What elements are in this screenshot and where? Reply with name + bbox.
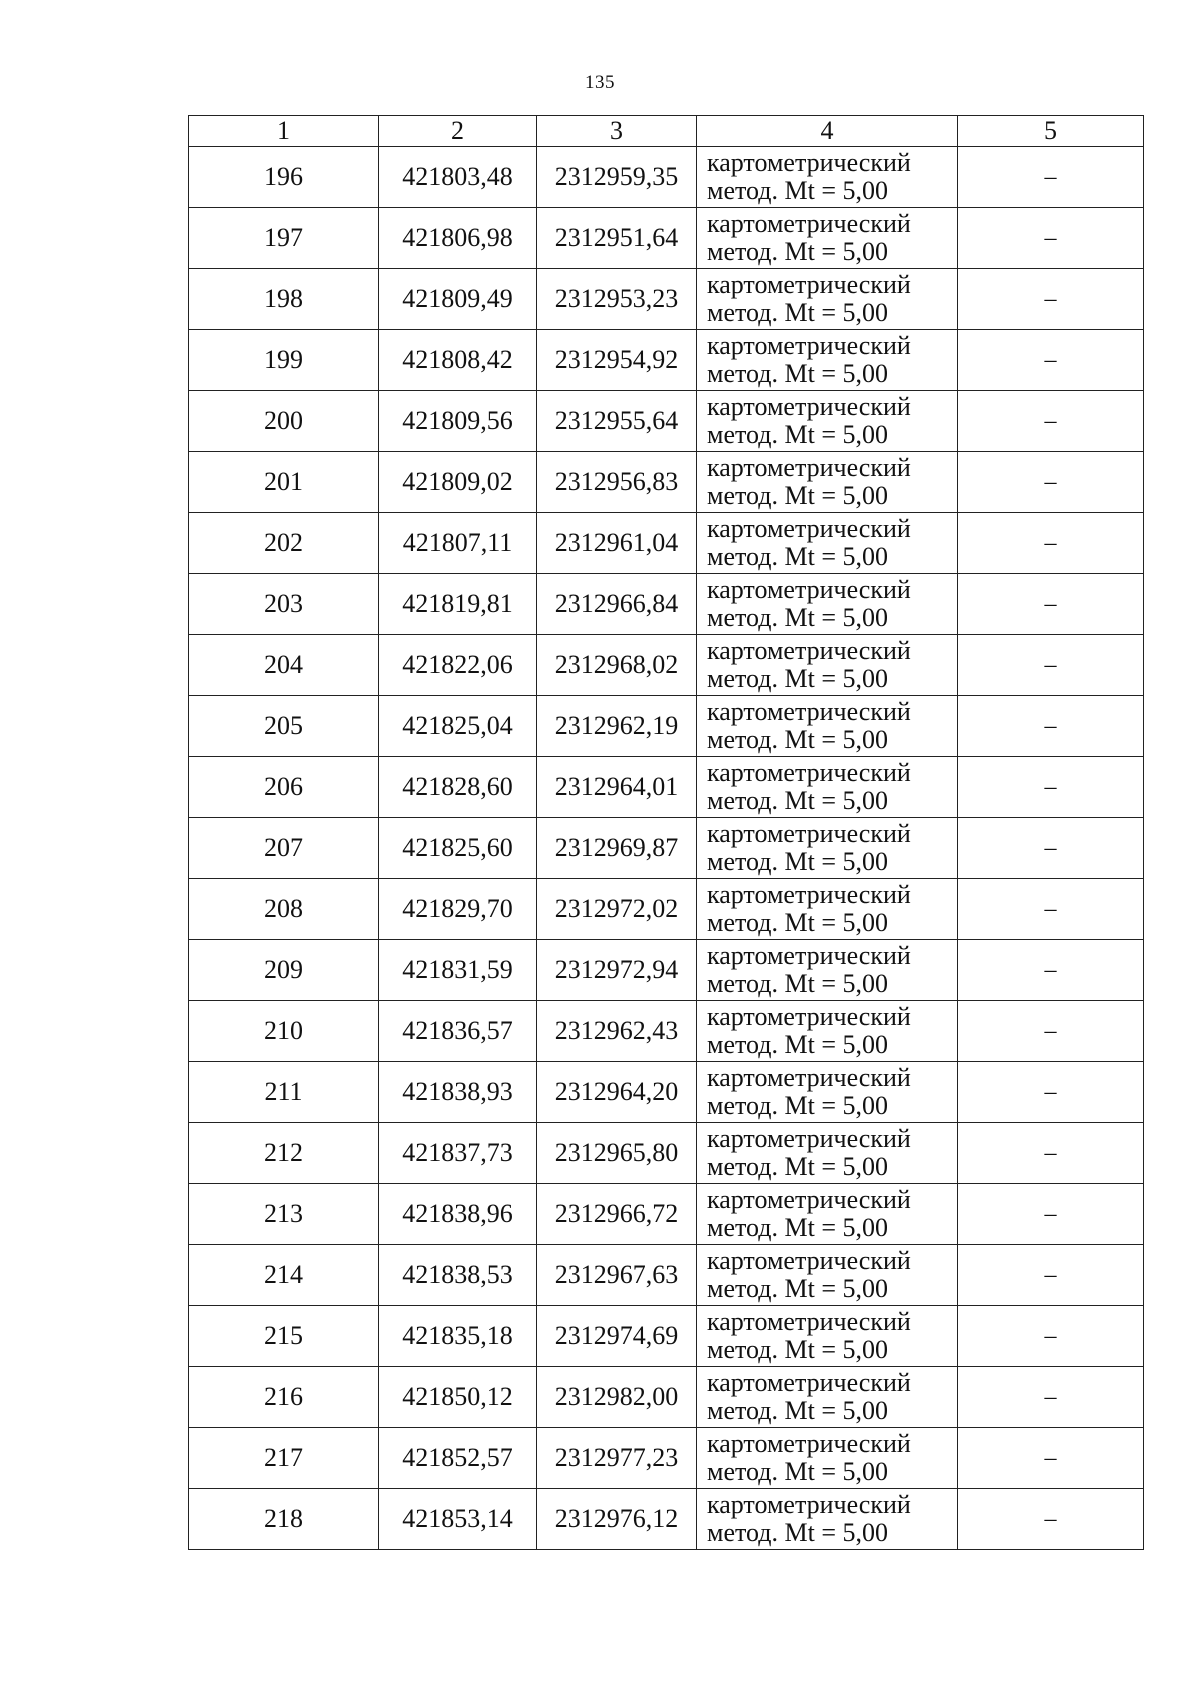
method-line-1: картометрический: [707, 1063, 911, 1092]
method-line-2: метод. Mt = 5,00: [707, 664, 888, 693]
point-number-cell: 199: [189, 330, 379, 391]
method-line-2: метод. Mt = 5,00: [707, 1213, 888, 1242]
method-line-2: метод. Mt = 5,00: [707, 420, 888, 449]
method-line-1: картометрический: [707, 392, 911, 421]
method-line-1: картометрический: [707, 941, 911, 970]
y-coordinate-cell: 2312966,72: [537, 1184, 697, 1245]
point-number-cell: 212: [189, 1123, 379, 1184]
y-coordinate-cell: 2312972,02: [537, 879, 697, 940]
method-line-1: картометрический: [707, 148, 911, 177]
method-line-2: метод. Mt = 5,00: [707, 1030, 888, 1059]
method-line-2: метод. Mt = 5,00: [707, 908, 888, 937]
table-row: [189, 330, 1144, 391]
table-row: [189, 1306, 1144, 1367]
note-cell: –: [958, 1062, 1144, 1123]
y-coordinate-cell: 2312965,80: [537, 1123, 697, 1184]
table-row: [189, 1245, 1144, 1306]
method-line-1: картометрический: [707, 697, 911, 726]
table-row: [189, 1184, 1144, 1245]
method-cell: [697, 757, 958, 818]
note-cell: –: [958, 757, 1144, 818]
y-coordinate-cell: 2312976,12: [537, 1489, 697, 1550]
table-row: [189, 147, 1144, 208]
point-number-cell: 198: [189, 269, 379, 330]
column-header-3: 3: [537, 116, 697, 147]
note-cell: –: [958, 269, 1144, 330]
method-cell: [697, 1062, 958, 1123]
method-line-1: картометрический: [707, 331, 911, 360]
point-number-cell: 208: [189, 879, 379, 940]
x-coordinate-cell: 421803,48: [379, 147, 537, 208]
method-line-2: метод. Mt = 5,00: [707, 847, 888, 876]
method-line-2: метод. Mt = 5,00: [707, 542, 888, 571]
note-cell: –: [958, 513, 1144, 574]
x-coordinate-cell: 421836,57: [379, 1001, 537, 1062]
x-coordinate-cell: 421852,57: [379, 1428, 537, 1489]
point-number-cell: 217: [189, 1428, 379, 1489]
point-number-cell: 205: [189, 696, 379, 757]
x-coordinate-cell: 421809,02: [379, 452, 537, 513]
x-coordinate-cell: 421838,96: [379, 1184, 537, 1245]
x-coordinate-cell: 421850,12: [379, 1367, 537, 1428]
y-coordinate-cell: 2312954,92: [537, 330, 697, 391]
x-coordinate-cell: 421807,11: [379, 513, 537, 574]
y-coordinate-cell: 2312951,64: [537, 208, 697, 269]
note-cell: –: [958, 452, 1144, 513]
table-row: [189, 1001, 1144, 1062]
method-cell: [697, 1306, 958, 1367]
point-number-cell: 200: [189, 391, 379, 452]
note-cell: –: [958, 330, 1144, 391]
y-coordinate-cell: 2312977,23: [537, 1428, 697, 1489]
point-number-cell: 214: [189, 1245, 379, 1306]
point-number-cell: 215: [189, 1306, 379, 1367]
method-line-2: метод. Mt = 5,00: [707, 237, 888, 266]
method-line-2: метод. Mt = 5,00: [707, 298, 888, 327]
note-cell: –: [958, 1367, 1144, 1428]
y-coordinate-cell: 2312961,04: [537, 513, 697, 574]
x-coordinate-cell: 421829,70: [379, 879, 537, 940]
method-cell: [697, 574, 958, 635]
method-cell: [697, 1428, 958, 1489]
table-row: [189, 391, 1144, 452]
method-line-1: картометрический: [707, 1429, 911, 1458]
page-number: 135: [585, 72, 615, 93]
point-number-cell: 202: [189, 513, 379, 574]
point-number-cell: 210: [189, 1001, 379, 1062]
method-line-2: метод. Mt = 5,00: [707, 359, 888, 388]
point-number-cell: 196: [189, 147, 379, 208]
column-header-4: 4: [697, 116, 958, 147]
method-line-2: метод. Mt = 5,00: [707, 1091, 888, 1120]
method-cell: [697, 208, 958, 269]
table-header: [189, 116, 1144, 147]
y-coordinate-cell: 2312956,83: [537, 452, 697, 513]
table-row: [189, 818, 1144, 879]
method-line-2: метод. Mt = 5,00: [707, 603, 888, 632]
method-cell: [697, 391, 958, 452]
method-line-1: картометрический: [707, 1124, 911, 1153]
x-coordinate-cell: 421825,04: [379, 696, 537, 757]
method-line-2: метод. Mt = 5,00: [707, 176, 888, 205]
note-cell: –: [958, 1489, 1144, 1550]
x-coordinate-cell: 421831,59: [379, 940, 537, 1001]
method-line-1: картометрический: [707, 270, 911, 299]
x-coordinate-cell: 421809,49: [379, 269, 537, 330]
method-cell: [697, 1123, 958, 1184]
x-coordinate-cell: 421809,56: [379, 391, 537, 452]
table-row: [189, 208, 1144, 269]
note-cell: –: [958, 1245, 1144, 1306]
table-row: [189, 696, 1144, 757]
point-number-cell: 204: [189, 635, 379, 696]
point-number-cell: 218: [189, 1489, 379, 1550]
header-row: [189, 116, 1144, 147]
method-line-1: картометрический: [707, 453, 911, 482]
y-coordinate-cell: 2312959,35: [537, 147, 697, 208]
y-coordinate-cell: 2312968,02: [537, 635, 697, 696]
method-line-2: метод. Mt = 5,00: [707, 725, 888, 754]
note-cell: –: [958, 879, 1144, 940]
point-number-cell: 207: [189, 818, 379, 879]
note-cell: –: [958, 1428, 1144, 1489]
point-number-cell: 201: [189, 452, 379, 513]
table-row: [189, 574, 1144, 635]
note-cell: –: [958, 1123, 1144, 1184]
method-cell: [697, 696, 958, 757]
table-row: [189, 1489, 1144, 1550]
method-line-1: картометрический: [707, 1490, 911, 1519]
method-line-1: картометрический: [707, 1002, 911, 1031]
method-cell: [697, 635, 958, 696]
method-line-2: метод. Mt = 5,00: [707, 1457, 888, 1486]
note-cell: –: [958, 635, 1144, 696]
point-number-cell: 211: [189, 1062, 379, 1123]
table-row: [189, 757, 1144, 818]
method-line-2: метод. Mt = 5,00: [707, 786, 888, 815]
note-cell: –: [958, 208, 1144, 269]
method-cell: [697, 147, 958, 208]
y-coordinate-cell: 2312969,87: [537, 818, 697, 879]
method-line-2: метод. Mt = 5,00: [707, 1518, 888, 1547]
x-coordinate-cell: 421838,53: [379, 1245, 537, 1306]
method-line-1: картометрический: [707, 575, 911, 604]
method-cell: [697, 1001, 958, 1062]
x-coordinate-cell: 421819,81: [379, 574, 537, 635]
column-header-2: 2: [379, 116, 537, 147]
method-line-1: картометрический: [707, 880, 911, 909]
x-coordinate-cell: 421837,73: [379, 1123, 537, 1184]
method-line-2: метод. Mt = 5,00: [707, 1152, 888, 1181]
y-coordinate-cell: 2312962,43: [537, 1001, 697, 1062]
note-cell: –: [958, 940, 1144, 1001]
point-number-cell: 216: [189, 1367, 379, 1428]
x-coordinate-cell: 421828,60: [379, 757, 537, 818]
method-line-1: картометрический: [707, 758, 911, 787]
coordinates-table-wrapper: [188, 115, 1143, 1550]
x-coordinate-cell: 421838,93: [379, 1062, 537, 1123]
x-coordinate-cell: 421822,06: [379, 635, 537, 696]
point-number-cell: 206: [189, 757, 379, 818]
x-coordinate-cell: 421806,98: [379, 208, 537, 269]
y-coordinate-cell: 2312967,63: [537, 1245, 697, 1306]
point-number-cell: 203: [189, 574, 379, 635]
method-cell: [697, 879, 958, 940]
table-row: [189, 1062, 1144, 1123]
method-cell: [697, 330, 958, 391]
y-coordinate-cell: 2312974,69: [537, 1306, 697, 1367]
y-coordinate-cell: 2312982,00: [537, 1367, 697, 1428]
method-line-1: картометрический: [707, 636, 911, 665]
y-coordinate-cell: 2312964,20: [537, 1062, 697, 1123]
table-row: [189, 635, 1144, 696]
note-cell: –: [958, 147, 1144, 208]
y-coordinate-cell: 2312964,01: [537, 757, 697, 818]
method-line-1: картометрический: [707, 514, 911, 543]
method-line-2: метод. Mt = 5,00: [707, 1335, 888, 1364]
table-row: [189, 513, 1144, 574]
x-coordinate-cell: 421808,42: [379, 330, 537, 391]
method-line-1: картометрический: [707, 209, 911, 238]
method-line-1: картометрический: [707, 1368, 911, 1397]
y-coordinate-cell: 2312962,19: [537, 696, 697, 757]
y-coordinate-cell: 2312953,23: [537, 269, 697, 330]
method-cell: [697, 1367, 958, 1428]
note-cell: –: [958, 391, 1144, 452]
method-line-2: метод. Mt = 5,00: [707, 481, 888, 510]
table-row: [189, 879, 1144, 940]
x-coordinate-cell: 421825,60: [379, 818, 537, 879]
y-coordinate-cell: 2312955,64: [537, 391, 697, 452]
method-cell: [697, 1489, 958, 1550]
x-coordinate-cell: 421835,18: [379, 1306, 537, 1367]
note-cell: –: [958, 696, 1144, 757]
method-cell: [697, 818, 958, 879]
note-cell: –: [958, 1306, 1144, 1367]
method-cell: [697, 452, 958, 513]
table-body: [189, 147, 1144, 1550]
method-line-1: картометрический: [707, 1307, 911, 1336]
method-line-2: метод. Mt = 5,00: [707, 1274, 888, 1303]
point-number-cell: 197: [189, 208, 379, 269]
method-line-2: метод. Mt = 5,00: [707, 969, 888, 998]
table-row: [189, 269, 1144, 330]
column-header-1: 1: [189, 116, 379, 147]
method-cell: [697, 513, 958, 574]
x-coordinate-cell: 421853,14: [379, 1489, 537, 1550]
y-coordinate-cell: 2312966,84: [537, 574, 697, 635]
table-row: [189, 452, 1144, 513]
y-coordinate-cell: 2312972,94: [537, 940, 697, 1001]
point-number-cell: 209: [189, 940, 379, 1001]
method-cell: [697, 269, 958, 330]
note-cell: –: [958, 1184, 1144, 1245]
note-cell: –: [958, 1001, 1144, 1062]
method-line-2: метод. Mt = 5,00: [707, 1396, 888, 1425]
table-row: [189, 1428, 1144, 1489]
method-cell: [697, 1184, 958, 1245]
note-cell: –: [958, 818, 1144, 879]
method-cell: [697, 940, 958, 1001]
point-number-cell: 213: [189, 1184, 379, 1245]
method-line-1: картометрический: [707, 819, 911, 848]
coordinates-table: [188, 115, 1144, 1550]
table-row: [189, 940, 1144, 1001]
method-line-1: картометрический: [707, 1246, 911, 1275]
column-header-5: 5: [958, 116, 1144, 147]
method-cell: [697, 1245, 958, 1306]
table-row: [189, 1123, 1144, 1184]
method-line-1: картометрический: [707, 1185, 911, 1214]
table-row: [189, 1367, 1144, 1428]
note-cell: –: [958, 574, 1144, 635]
